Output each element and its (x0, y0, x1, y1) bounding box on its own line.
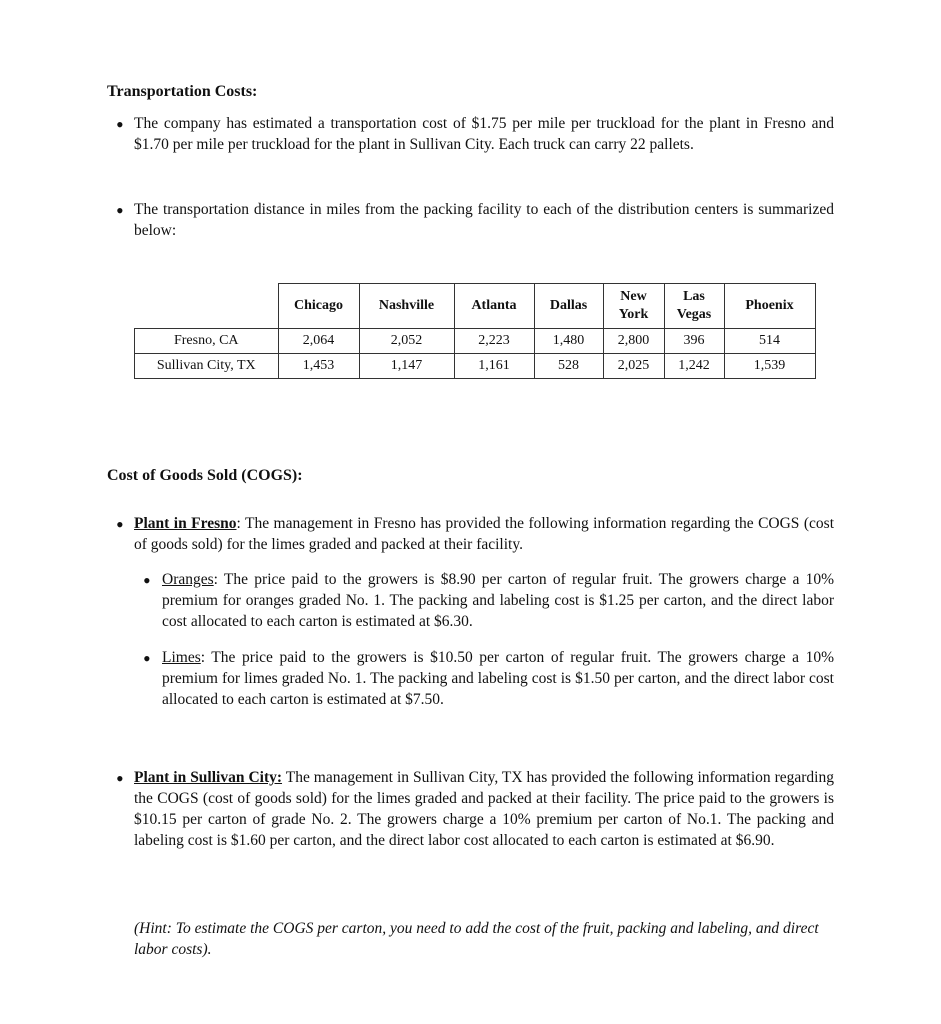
table-row (135, 354, 816, 379)
table-header-row (135, 284, 816, 329)
header-new-york-line1: New (620, 289, 647, 304)
table-cell: 1,453 (278, 354, 359, 379)
fresno-lead: Plant in Fresno (134, 515, 237, 532)
transport-distance-paragraph: The transportation distance in miles from the packing facility to each of the distribution centers is summarized below: (134, 201, 834, 239)
transport-cost-paragraph: The company has estimated a transportation cost of $1.75 per mile per truckload for the plant in Fresno and $1.70 per mile per truckload for the plant in Sullivan City. Each truck can carry 22 pallets. (134, 115, 834, 153)
oranges-paragraph (162, 569, 834, 632)
oranges-text: : The price paid to the growers is $8.90 per carton of regular fruit. The growers charge a 10% premium for oranges graded No. 1. The packing and labeling cost is $1.25 per carton, and the direct labor cost allocated to each carton is estimated at $6.30. (162, 571, 834, 630)
header-phoenix: Phoenix (724, 284, 815, 329)
table-cell: 2,800 (603, 329, 664, 354)
table-cell: 1,480 (534, 329, 603, 354)
table-cell: 514 (724, 329, 815, 354)
table-cell: 1,161 (454, 354, 534, 379)
cogs-heading: Cost of Goods Sold (COGS): (107, 467, 303, 484)
table-cell: 396 (664, 329, 724, 354)
table-cell: 1,242 (664, 354, 724, 379)
table-cell: 2,052 (359, 329, 454, 354)
sullivan-paragraph (134, 767, 834, 851)
distance-table (134, 283, 816, 379)
bullet: • (116, 112, 124, 137)
limes-lead: Limes (162, 649, 201, 666)
table-cell: 1,539 (724, 354, 815, 379)
transportation-heading: Transportation Costs: (107, 83, 258, 100)
bullet: • (116, 198, 124, 223)
header-chicago: Chicago (278, 284, 359, 329)
fresno-text: : The management in Fresno has provided the following information regarding the COGS (cost of goods sold) for the limes graded and packed at their facility. (134, 515, 834, 553)
header-new-york (603, 284, 664, 329)
bullet: • (143, 646, 151, 671)
bullet: • (143, 568, 151, 593)
fresno-paragraph (134, 513, 834, 555)
sullivan-text: The management in Sullivan City, TX has provided the following information regarding the COGS (cost of goods sold) for the limes graded and packed at their facility. The price paid to the growers is $10.15 per carton of grade No. 2. The growers charge a 10% premium per carton of No.1. The packing and labeling cost is $1.60 per carton, and the direct labor cost allocated to each carton is estimated at $6.90. (134, 769, 834, 849)
row-label-sullivan-city: Sullivan City, TX (135, 354, 279, 379)
row-label-fresno: Fresno, CA (135, 329, 279, 354)
header-new-york-line2: York (618, 307, 649, 322)
table-cell: 2,025 (603, 354, 664, 379)
limes-paragraph (162, 647, 834, 710)
oranges-lead: Oranges (162, 571, 214, 588)
table-row (135, 329, 816, 354)
table-cell: 2,223 (454, 329, 534, 354)
table-cell: 528 (534, 354, 603, 379)
hint-text: (Hint: To estimate the COGS per carton, you need to add the cost of the fruit, packing and labeling, and direct labor costs). (134, 920, 819, 958)
bullet: • (116, 512, 124, 537)
header-las-vegas-line2: Vegas (676, 307, 712, 322)
header-las-vegas-line1: Las (683, 289, 705, 304)
header-dallas: Dallas (534, 284, 603, 329)
table-cell: 2,064 (278, 329, 359, 354)
header-nashville: Nashville (359, 284, 454, 329)
table-corner (135, 284, 279, 329)
limes-text: : The price paid to the growers is $10.50 per carton of regular fruit. The growers charge a 10% premium for limes graded No. 1. The packing and labeling cost is $1.50 per carton, and the direct labor cost allocated to each carton is estimated at $7.50. (162, 649, 834, 708)
header-las-vegas (664, 284, 724, 329)
bullet: • (116, 766, 124, 791)
header-atlanta: Atlanta (454, 284, 534, 329)
sullivan-lead: Plant in Sullivan City: (134, 769, 283, 786)
table-cell: 1,147 (359, 354, 454, 379)
